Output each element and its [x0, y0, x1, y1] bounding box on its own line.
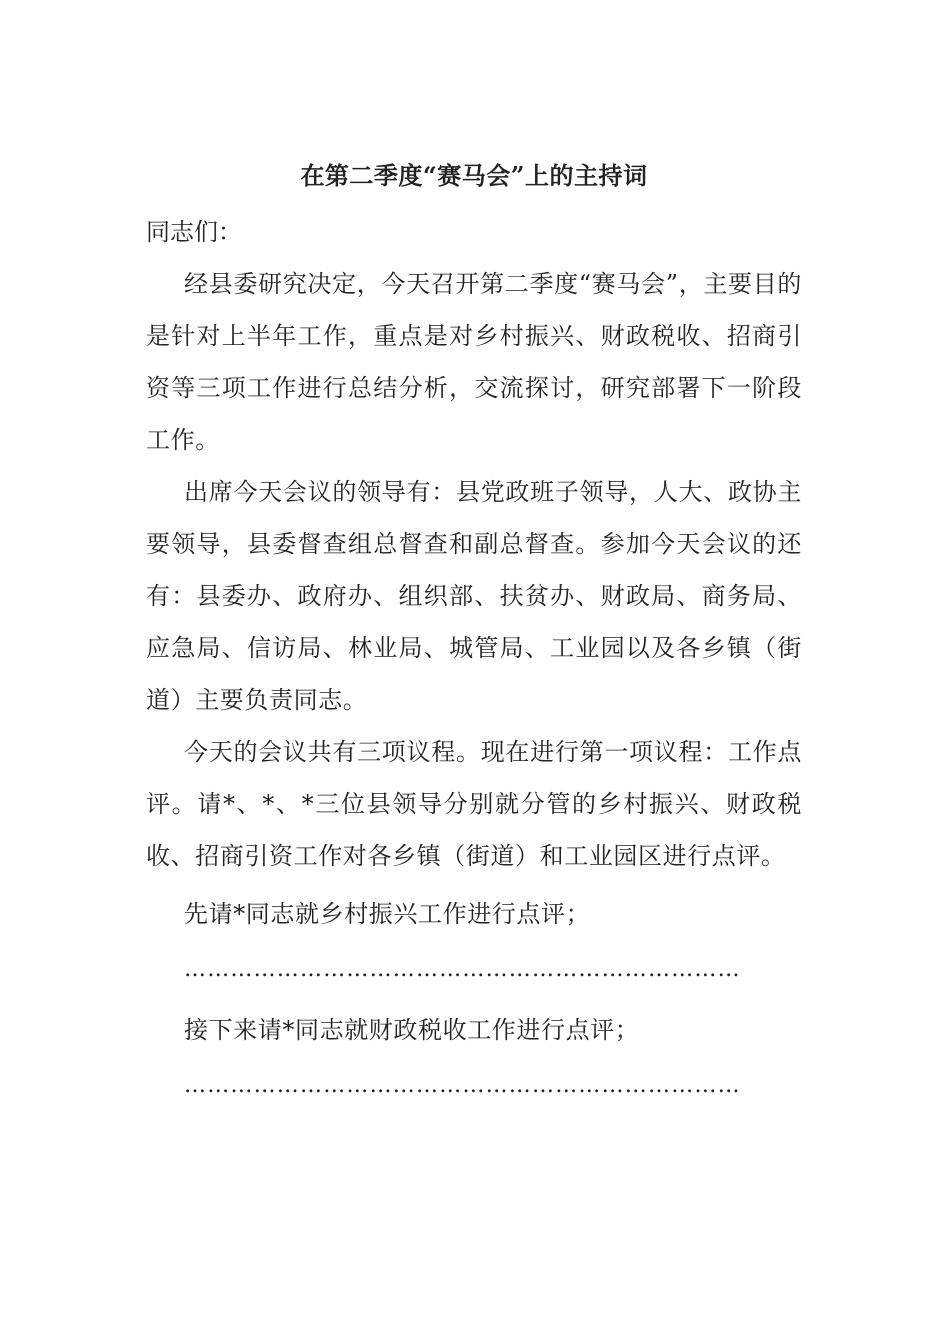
paragraph-second-review: 接下来请*同志就财政税收工作进行点评；	[184, 1016, 640, 1044]
document-title: 在第二季度“赛马会”上的主持词	[300, 161, 648, 190]
paragraph-attendees: 出席今天会议的领导有：县党政班子领导，人大、政协主要领导，县委督查组总督查和副总督查。参加今天会议的还有：县委办、政府办、组织部、扶贫办、财政局、商务局、应急局、信访局、林业局、城管局、工业园以及各乡镇（街道）主要负责同志。	[146, 478, 802, 714]
document-page	[146, 150, 802, 1116]
paragraph-first-review: 先请*同志就乡村振兴工作进行点评；	[184, 900, 591, 928]
salutation: 同志们：	[146, 218, 242, 246]
paragraph-purpose: 经县委研究决定，今天召开第二季度“赛马会”，主要目的是针对上半年工作，重点是对乡村振兴、财政税收、招商引资等三项工作进行总结分析，交流探讨，研究部署下一阶段工作。	[146, 270, 802, 454]
ellipsis-line-1: ………………………………………………………………	[184, 957, 741, 982]
paragraph-agenda: 今天的会议共有三项议程。现在进行第一项议程：工作点评。请*、*、*三位县领导分别就分管的乡村振兴、财政税收、招商引资工作对各乡镇（街道）和工业园区进行点评。	[146, 738, 802, 870]
ellipsis-line-2: ………………………………………………………………	[184, 1073, 741, 1098]
